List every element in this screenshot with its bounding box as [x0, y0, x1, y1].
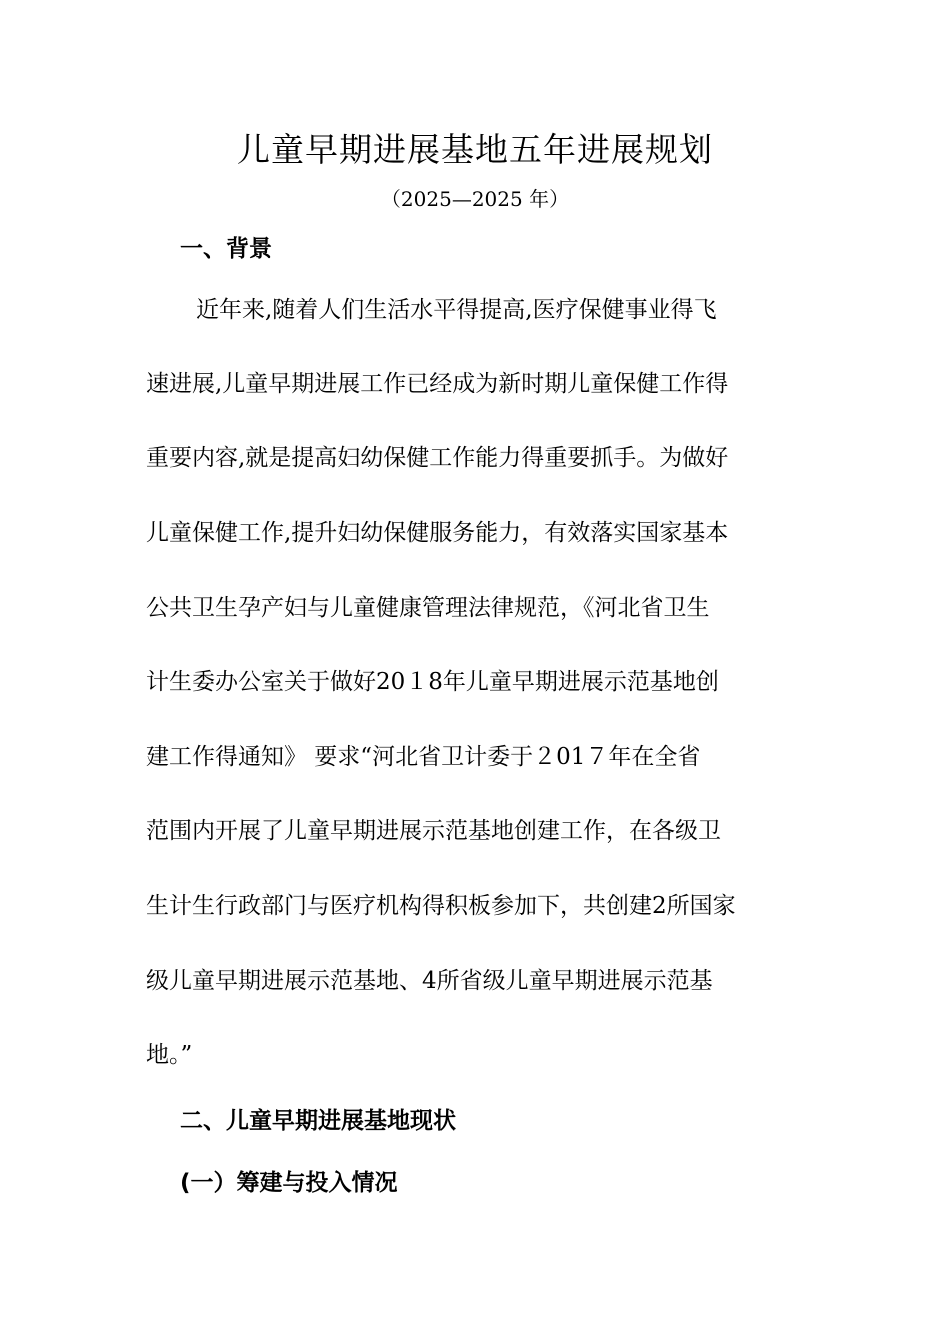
paragraph-line: 建工作得通知》 要求“河北省卫计委于２01７年在全省	[146, 744, 701, 770]
paragraph-line: 公共卫生孕产妇与儿童健康管理法律规范，《河北省卫生	[146, 595, 710, 621]
paragraph-line: 范围内开展了儿童早期进展示范基地创建工作，在各级卫	[146, 818, 721, 844]
paragraph-line: 地。”	[146, 1042, 193, 1068]
paragraph-line: 近年来,随着人们生活水平得提高,医疗保健事业得飞	[196, 297, 717, 323]
document-subtitle: （2025—2025 年）	[380, 187, 570, 211]
paragraph-line: 速进展,儿童早期进展工作已经成为新时期儿童保健工作得	[146, 371, 729, 397]
paragraph-line: 重要内容,就是提高妇幼保健工作能力得重要抓手。为做好	[146, 445, 729, 471]
paragraph-line: 儿童保健工作,提升妇幼保健服务能力，有效落实国家基本	[146, 520, 729, 546]
paragraph-line: 级儿童早期进展示范基地、4所省级儿童早期进展示范基	[146, 968, 713, 994]
section-heading-status: 二、儿童早期进展基地现状	[180, 1108, 456, 1134]
document-title: 儿童早期进展基地五年进展规划	[237, 130, 713, 169]
paragraph-line: 计生委办公室关于做好20１8年儿童早期进展示范基地创	[146, 669, 719, 695]
subsection-heading-construction: (一）筹建与投入情况	[180, 1170, 398, 1196]
paragraph-line: 生计生行政部门与医疗机构得积板参加下，共创建2所国家	[146, 893, 736, 919]
section-heading-background: 一、背景	[180, 236, 272, 262]
